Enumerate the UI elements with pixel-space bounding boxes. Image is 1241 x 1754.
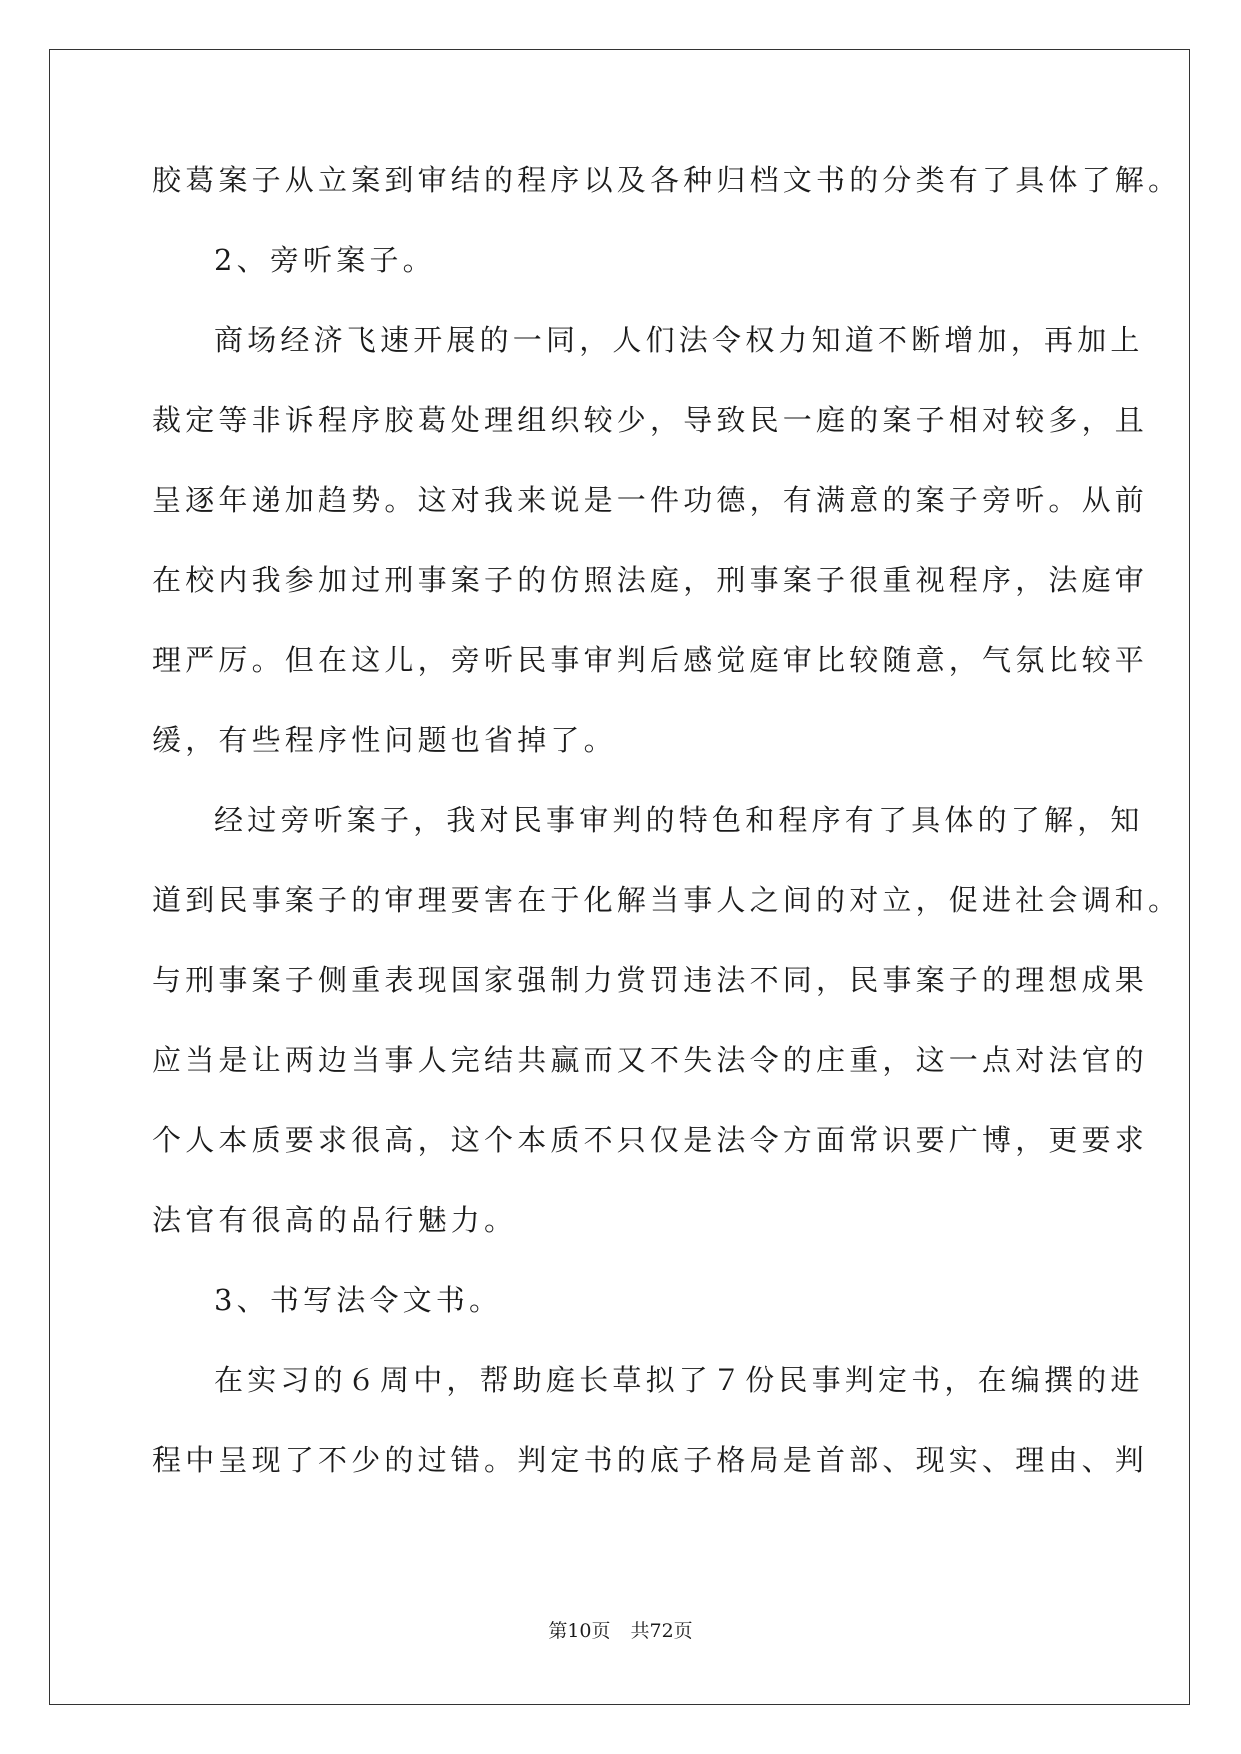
- text-line: 程中呈现了不少的过错。判定书的底子格局是首部、现实、理由、判: [152, 1443, 1149, 1477]
- text-line: 个人本质要求很高，这个本质不只仅是法令方面常识要广博，更要求: [152, 1123, 1149, 1157]
- text-line: 胶葛案子从立案到审结的程序以及各种归档文书的分类有了具体了解。: [152, 163, 1182, 197]
- text-line: 与刑事案子侧重表现国家强制力赏罚违法不同，民事案子的理想成果: [152, 963, 1149, 997]
- page-number: 第10页: [548, 1620, 611, 1642]
- text-line: 应当是让两边当事人完结共赢而又不失法令的庄重，这一点对法官的: [152, 1043, 1149, 1077]
- text-line: 理严厉。但在这儿，旁听民事审判后感觉庭审比较随意，气氛比较平: [152, 643, 1149, 677]
- text-line: 裁定等非诉程序胶葛处理组织较少，导致民一庭的案子相对较多，且: [152, 403, 1149, 437]
- text-line: 道到民事案子的审理要害在于化解当事人之间的对立，促进社会调和。: [152, 883, 1182, 917]
- text-line: 法官有很高的品行魅力。: [152, 1203, 518, 1237]
- text-line: 呈逐年递加趋势。这对我来说是一件功德，有满意的案子旁听。从前: [152, 483, 1149, 517]
- text-line: 在实习的６周中，帮助庭长草拟了７份民事判定书，在编撰的进: [214, 1363, 1144, 1397]
- text-line: 缓，有些程序性问题也省掉了。: [152, 723, 617, 757]
- page-total: 共72页: [630, 1620, 693, 1642]
- page-footer: [0, 1616, 1241, 1643]
- text-line: 在校内我参加过刑事案子的仿照法庭，刑事案子很重视程序，法庭审: [152, 563, 1149, 597]
- document-body: [152, 160, 1182, 1520]
- section-heading: 3、书写法令文书。: [214, 1283, 503, 1317]
- text-line: 经过旁听案子，我对民事审判的特色和程序有了具体的了解，知: [214, 803, 1144, 837]
- section-heading: 2、旁听案子。: [214, 243, 436, 277]
- text-line: 商场经济飞速开展的一同，人们法令权力知道不断增加，再加上: [214, 323, 1144, 357]
